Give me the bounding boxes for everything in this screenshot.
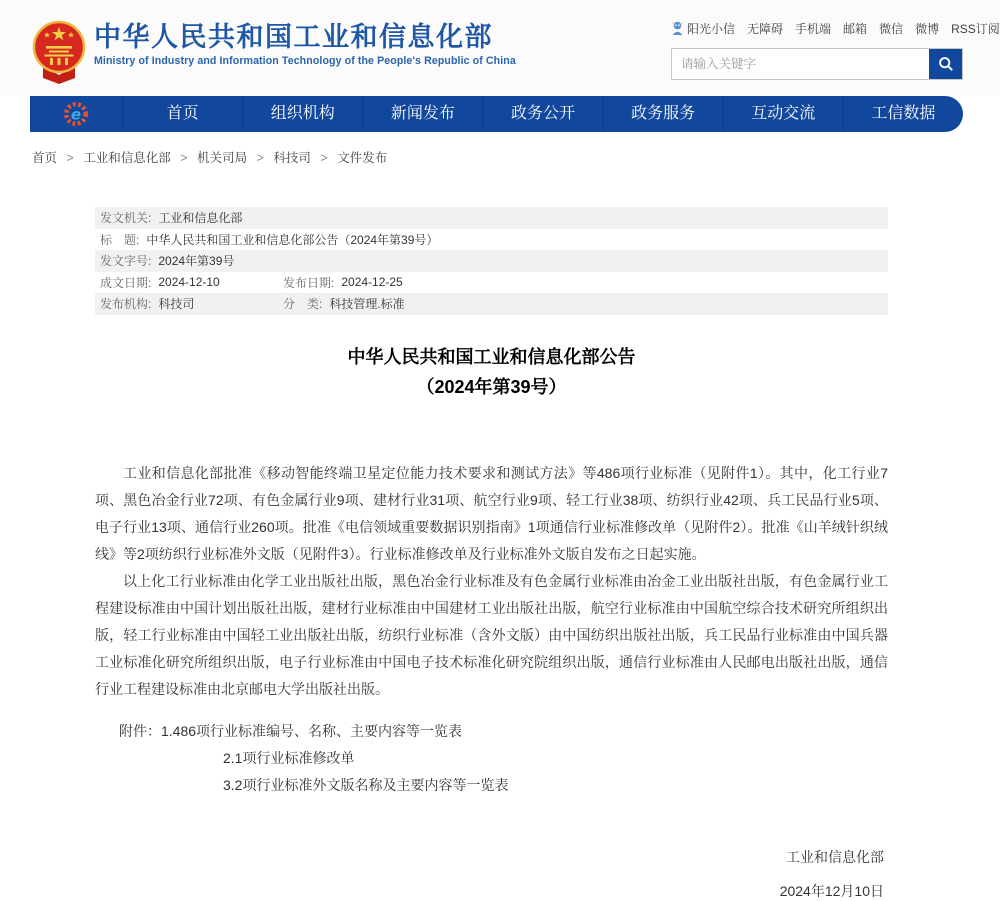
signoff-agency: 工业和信息化部 — [786, 848, 884, 865]
meta-label: 发文字号: — [100, 254, 152, 269]
header-right — [671, 0, 1000, 96]
breadcrumb-separator: > — [320, 151, 328, 165]
meta-cell — [100, 231, 438, 248]
document-body — [95, 460, 888, 703]
meta-label: 发布机构: — [100, 297, 152, 312]
meta-cell — [100, 274, 283, 291]
breadcrumb-home[interactable]: 首页 — [32, 151, 58, 165]
top-link-label: 微博 — [915, 22, 940, 36]
breadcrumb-science-tech-dept[interactable]: 科技司 — [273, 151, 311, 165]
meta-row-dates — [95, 272, 888, 294]
meta-value: 2024年第39号 — [158, 254, 235, 269]
signoff-date: 2024年12月10日 — [779, 882, 884, 899]
site-brand[interactable] — [32, 0, 516, 96]
top-link-wechat[interactable] — [879, 20, 903, 37]
meta-cell — [100, 209, 242, 226]
attachments-label: 附件： — [119, 722, 161, 739]
meta-value: 科技管理.标准 — [329, 297, 405, 312]
top-links — [671, 20, 1000, 37]
search-bar — [671, 48, 963, 80]
top-link-label: 手机端 — [795, 22, 832, 36]
attachment-link-3[interactable]: 3.2项行业标准外文版名称及主要内容等一览表 — [223, 776, 509, 793]
breadcrumb-departments[interactable]: 机关司局 — [197, 151, 248, 165]
breadcrumb-document-release[interactable]: 文件发布 — [337, 151, 388, 165]
top-link-label: 邮箱 — [843, 22, 868, 36]
meta-value: 2024-12-10 — [158, 275, 220, 290]
body-paragraph-2: 以上化工行业标准由化学工业出版社出版，黑色冶金行业标准及有色金属行业标准由冶金工业出版社出版，有色金属行业工程建设标准由中国计划出版社出版，建材行业标准由中国建材工业出版社出版，航空行业标准由中国航空综合技术研究所组织出版，轻工行业标准由中国轻工业出版社出版，纺织行业标准（含外文版）由中国纺织出版社出版，兵工民品行业标准由中国兵器工业标准化研究所组织出版，电子行业标准由中国电子技术标准化研究院组织出版，通信行业标准由人民邮电出版社出版，通信行业工程建设标准由北京邮电大学出版社出版。 — [95, 572, 888, 697]
top-link-label: 微信 — [879, 22, 904, 36]
top-link-label: RSS订阅 — [951, 22, 1000, 36]
search-icon — [938, 56, 954, 72]
top-link-label: 无障碍 — [747, 22, 784, 36]
document-meta-table — [95, 207, 888, 315]
document-title-line2: （2024年第39号） — [416, 376, 567, 397]
top-link-rss[interactable] — [951, 20, 1000, 37]
document-title-line1: 中华人民共和国工业和信息化部公告 — [347, 346, 636, 367]
top-link-accessibility[interactable] — [747, 20, 783, 37]
document-title — [95, 342, 888, 402]
meta-row-org-category — [95, 293, 888, 315]
breadcrumb-separator: > — [66, 151, 74, 165]
gear-e-logo-icon — [63, 101, 89, 127]
top-link-label: 阳光小信 — [687, 22, 736, 36]
meta-label: 发文机关: — [100, 211, 152, 226]
meta-value: 科技司 — [158, 297, 195, 312]
breadcrumb — [32, 148, 1000, 166]
nav-item-gov-disclosure[interactable]: 政务公开 — [482, 96, 602, 132]
attachment-line-1 — [95, 718, 888, 745]
attachments-list — [95, 718, 888, 799]
meta-cell — [100, 252, 234, 269]
meta-label: 发布日期: — [283, 275, 335, 290]
brand-text — [94, 20, 516, 67]
nav-item-home[interactable]: 首页 — [122, 96, 242, 132]
top-link-sunshine[interactable] — [671, 20, 735, 37]
meta-value: 2024-12-25 — [341, 275, 403, 290]
top-link-mail[interactable] — [843, 20, 867, 37]
document-page — [95, 207, 888, 901]
breadcrumb-separator: > — [256, 151, 264, 165]
meta-row-title — [95, 229, 888, 251]
site-header — [0, 0, 1000, 96]
meta-row-doc-number — [95, 250, 888, 272]
attachment-link-1[interactable]: 1.486项行业标准编号、名称、主要内容等一览表 — [161, 722, 463, 739]
nav-item-miit-data[interactable]: 工信数据 — [843, 96, 963, 132]
body-paragraph-1: 工业和信息化部批准《移动智能终端卫星定位能力技术要求和测试方法》等486项行业标准（见附件1）。其中，化工行业7项、黑色冶金行业72项、有色金属行业9项、建材行业31项、航空行业9项、轻工行业38项、纺织行业42项、兵工民品行业5项、电子行业13项、通信行业260项。批准《电信领域重要数据识别指南》1项通信行业标准修改单（见附件2）。批准《山羊绒针织绒线》等2项纺织行业标准外文版（见附件3）。行业标准修改单及行业标准外文版自发布之日起实施。 — [95, 464, 888, 562]
signoff-block — [95, 847, 888, 901]
nav-logo[interactable] — [30, 96, 122, 132]
meta-value: 中华人民共和国工业和信息化部公告（2024年第39号） — [146, 232, 439, 247]
national-emblem-icon — [32, 20, 86, 84]
search-input[interactable] — [672, 49, 929, 79]
main-nav — [30, 96, 963, 132]
mascot-icon — [671, 21, 684, 36]
meta-cell — [283, 295, 405, 312]
meta-label: 成文日期: — [100, 275, 152, 290]
meta-row-issuing-org — [95, 207, 888, 229]
breadcrumb-separator: > — [180, 151, 188, 165]
site-subtitle-en: Ministry of Industry and Information Technology of the People's Republic of China — [94, 55, 516, 67]
svg-text:e: e — [70, 105, 82, 124]
nav-item-organization[interactable]: 组织机构 — [242, 96, 362, 132]
site-title: 中华人民共和国工业和信息化部 — [94, 22, 493, 52]
search-button[interactable] — [929, 49, 962, 79]
nav-item-gov-services[interactable]: 政务服务 — [603, 96, 723, 132]
top-link-mobile[interactable] — [795, 20, 831, 37]
nav-item-interaction[interactable]: 互动交流 — [723, 96, 843, 132]
meta-value: 工业和信息化部 — [158, 211, 243, 226]
top-link-weibo[interactable] — [915, 20, 939, 37]
meta-label: 标 题: — [100, 232, 140, 247]
attachment-link-2[interactable]: 2.1项行业标准修改单 — [223, 749, 355, 766]
meta-cell — [100, 295, 283, 312]
breadcrumb-miit[interactable]: 工业和信息化部 — [83, 151, 171, 165]
nav-item-news[interactable]: 新闻发布 — [362, 96, 482, 132]
meta-cell — [283, 274, 403, 291]
meta-label: 分 类: — [283, 297, 323, 312]
